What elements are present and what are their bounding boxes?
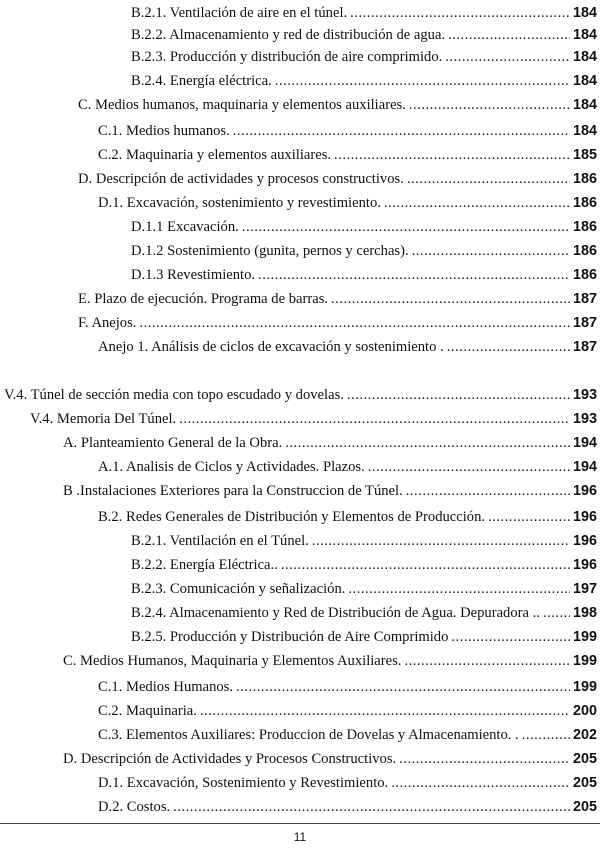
toc-entry-title: C. Medios humanos, maquinaria y elementos auxiliares. (78, 97, 406, 113)
toc-entry-page: 196 (572, 557, 597, 573)
toc-entry-page: 202 (572, 727, 597, 743)
toc-entry-page: 193 (572, 387, 597, 403)
dot-leader (258, 265, 570, 285)
toc-entry-page: 184 (572, 5, 597, 21)
toc-entry (98, 507, 597, 527)
toc-entry (131, 555, 597, 575)
toc-entry (78, 169, 597, 189)
dot-leader (384, 193, 570, 213)
toc-entry-title: C.2. Maquinaria. (98, 703, 197, 719)
dot-leader (334, 145, 570, 165)
toc-entry (98, 797, 597, 817)
toc-entry (98, 677, 597, 697)
toc-entry-title: D.1.3 Revestimiento. (131, 267, 256, 283)
toc-entry-title: C. Medios Humanos, Maquinaria y Elementos Auxiliares. (63, 653, 402, 669)
dot-leader (350, 3, 570, 23)
toc-entry-page: 194 (572, 459, 597, 475)
toc-entry (98, 701, 597, 721)
dot-leader (445, 47, 570, 67)
toc-entry (98, 193, 597, 213)
toc-entry-title: B .Instalaciones Exteriores para la Construccion de Túnel. (63, 483, 403, 499)
toc-entry-title: C.1. Medios Humanos. (98, 679, 233, 695)
dot-leader (331, 289, 570, 309)
toc-entry-title: D.1.2 Sostenimiento (gunita, pernos y cerchas). (131, 243, 409, 259)
dot-leader (173, 797, 570, 817)
dot-leader (281, 555, 570, 575)
dot-leader (412, 241, 570, 261)
toc-entry (4, 385, 597, 405)
toc-entry (131, 579, 597, 599)
dot-leader (407, 169, 570, 189)
toc-entry-page: 205 (572, 751, 597, 767)
dot-leader (275, 71, 570, 91)
toc-entry-page: 197 (572, 581, 597, 597)
toc-entry (78, 313, 597, 333)
toc-entry-title: C.3. Elementos Auxiliares: Produccion de Dovelas y Almacenamiento. . (98, 727, 519, 743)
toc-entry-page: 186 (572, 243, 597, 259)
toc-entry-page: 187 (572, 291, 597, 307)
dot-leader (200, 701, 570, 721)
toc-entry-page: 184 (572, 27, 597, 43)
toc-entry (78, 95, 597, 115)
dot-leader (409, 95, 570, 115)
toc-entry (131, 71, 597, 91)
toc-entry (98, 725, 597, 745)
toc-entry-page: 205 (572, 775, 597, 791)
toc-entry-title: C.2. Maquinaria y elementos auxiliares. (98, 147, 332, 163)
dot-leader (522, 725, 570, 745)
dot-leader (233, 121, 570, 141)
toc-entry (30, 409, 597, 429)
dot-leader (368, 457, 570, 477)
toc-entry-title: B.2. Redes Generales de Distribución y Elementos de Producción. (98, 509, 486, 525)
toc-entry (98, 337, 597, 357)
toc-entry-page: 199 (572, 629, 597, 645)
toc-entry-title: A. Planteamiento General de la Obra. (63, 435, 283, 451)
toc-entry-title: Anejo 1. Análisis de ciclos de excavación y sostenimiento . (98, 339, 444, 355)
toc-entry-title: B.2.3. Comunicación y señalización. (131, 581, 346, 597)
toc-entry-page: 187 (572, 339, 597, 355)
toc-entry-page: 200 (572, 703, 597, 719)
toc-entry (78, 289, 597, 309)
toc-entry-title: E. Plazo de ejecución. Programa de barras. (78, 291, 329, 307)
toc-entry-page: 196 (572, 483, 597, 499)
toc-entry-title: B.2.4. Energía eléctrica. (131, 73, 272, 89)
toc-entry (98, 121, 597, 141)
toc-entry-title: B.2.5. Producción y Distribución de Aire Comprimido (131, 629, 449, 645)
toc-entry-page: 186 (572, 267, 597, 283)
toc-entry (63, 433, 597, 453)
toc-entry (131, 241, 597, 261)
toc-entry-page: 187 (572, 315, 597, 331)
dot-leader (312, 531, 570, 551)
toc-entry-title: V.4. Memoria Del Túnel. (30, 411, 177, 427)
toc-entry-page: 184 (572, 49, 597, 65)
dot-leader (347, 385, 570, 405)
toc-entry (98, 457, 597, 477)
toc-entry-page: 186 (572, 171, 597, 187)
dot-leader (451, 627, 570, 647)
toc-entry-title: B.2.4. Almacenamiento y Red de Distribución de Agua. Depuradora .. (131, 605, 540, 621)
dot-leader (488, 507, 570, 527)
dot-leader (448, 25, 570, 45)
toc-entry-title: D.2. Costos. (98, 799, 171, 815)
toc-entry (131, 25, 597, 45)
toc-entry-page: 184 (572, 97, 597, 113)
toc-entry (131, 265, 597, 285)
dot-leader (242, 217, 570, 237)
toc-entry-page: 198 (572, 605, 597, 621)
dot-leader (236, 677, 570, 697)
toc-entry-page: 193 (572, 411, 597, 427)
toc-entry (131, 217, 597, 237)
toc-entry-page: 186 (572, 195, 597, 211)
toc-entry-title: A.1. Analisis de Ciclos y Actividades. Plazos. (98, 459, 365, 475)
toc-entry-page: 185 (572, 147, 597, 163)
toc-entry-title: B.2.1. Ventilación en el Túnel. (131, 533, 309, 549)
toc-entry (131, 47, 597, 67)
toc-entry-title: B.2.1. Ventilación de aire en el túnel. (131, 5, 348, 21)
toc-entry-page: 186 (572, 219, 597, 235)
toc-entry (98, 773, 597, 793)
dot-leader (391, 773, 570, 793)
dot-leader (447, 337, 570, 357)
toc-entry-page: 184 (572, 123, 597, 139)
dot-leader (543, 603, 570, 623)
dot-leader (404, 651, 570, 671)
toc-entry-title: B.2.2. Energía Eléctrica.. (131, 557, 278, 573)
toc-entry (131, 627, 597, 647)
toc-entry-title: D.1.1 Excavación. (131, 219, 239, 235)
toc-entry-page: 205 (572, 799, 597, 815)
dot-leader (179, 409, 570, 429)
dot-leader (139, 313, 570, 333)
toc-entry-title: V.4. Túnel de sección media con topo escudado y dovelas. (4, 387, 344, 403)
toc-entry-title: C.1. Medios humanos. (98, 123, 230, 139)
toc-entry-page: 199 (572, 653, 597, 669)
dot-leader (285, 433, 570, 453)
toc-entry (63, 651, 597, 671)
toc-entry-page: 194 (572, 435, 597, 451)
toc-entry-title: F. Anejos. (78, 315, 137, 331)
footer-divider (0, 823, 600, 824)
toc-entry (131, 531, 597, 551)
toc-entry-title: B.2.2. Almacenamiento y red de distribución de agua. (131, 27, 446, 43)
toc-entry (63, 481, 597, 501)
toc-entry-page: 196 (572, 509, 597, 525)
toc-entry-title: D. Descripción de actividades y procesos constructivos. (78, 171, 404, 187)
toc-entry-page: 184 (572, 73, 597, 89)
toc-entry-page: 196 (572, 533, 597, 549)
toc-entry (131, 3, 597, 23)
toc-entry-title: D. Descripción de Actividades y Procesos Constructivos. (63, 751, 397, 767)
toc-entry-title: B.2.3. Producción y distribución de aire comprimido. (131, 49, 443, 65)
dot-leader (399, 749, 570, 769)
toc-entry (131, 603, 597, 623)
toc-entry (98, 145, 597, 165)
page-number: 11 (293, 830, 307, 844)
dot-leader (348, 579, 570, 599)
toc-entry-title: D.1. Excavación, Sostenimiento y Revestimiento. (98, 775, 389, 791)
toc-entry (63, 749, 597, 769)
toc-entry-title: D.1. Excavación, sostenimiento y revestimiento. (98, 195, 381, 211)
dot-leader (406, 481, 570, 501)
toc-entry-page: 199 (572, 679, 597, 695)
